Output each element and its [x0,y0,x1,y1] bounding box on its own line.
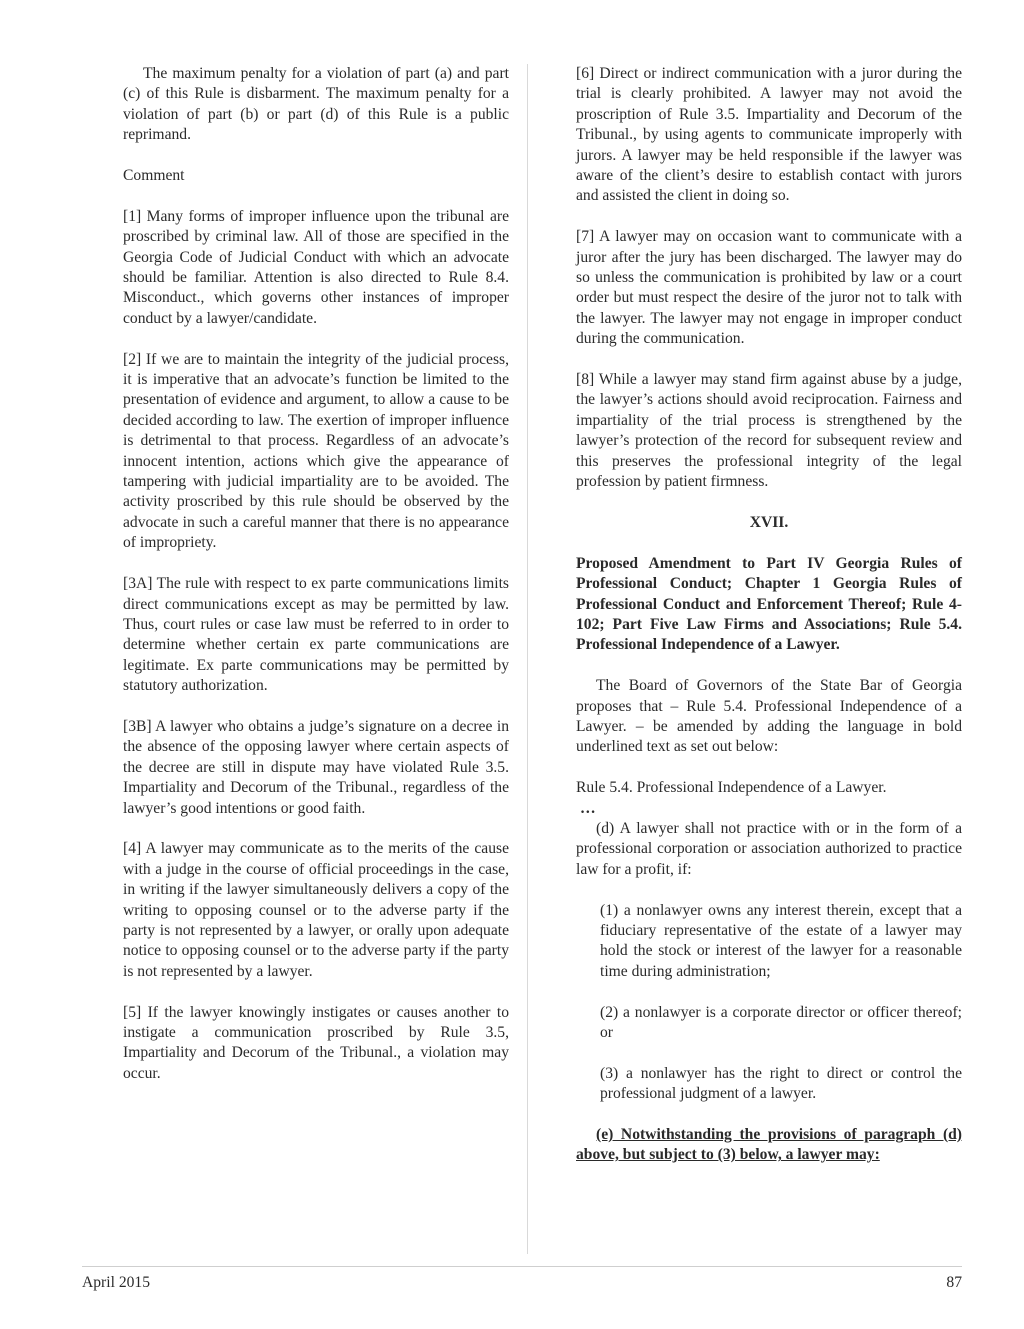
penalty-paragraph: The maximum penalty for a violation of part (a) and part (c) of this Rule is disbarment. The maximum penalty for a violation of part (b) or part (d) of this Rule is a public reprimand. [123,65,509,144]
comment-2: [2] If we are to maintain the integrity of the judicial process, it is imperative that an advocate’s function be limited to the presentation of evidence and argument, to allow a cause to be decided according to law. The exertion of improper influence is detrimental to that process. Regardless of an advocate’s innocent intention, actions which give the appearance of tampering with judicial impartiality are to be avoided. The activity proscribed by this rule should be observed by the advocate in such a careful manner that there is no appearance of impropriety. [123,350,509,552]
comment-5: [5] If the lawyer knowingly instigates or causes another to instigate a communication proscribed by Rule 3.5, Impartiality and Decorum of the Tribunal., a violation may occur. [123,1003,509,1082]
footer-date: April 2015 [82,1274,151,1291]
section-title: Proposed Amendment to Part IV Georgia Rules of Professional Conduct; Chapter 1 Georgia Rules of Professional Conduct and Enforcement Thereof; Rule 4-102; Part Five Law Firms and Associations; Rule 5.4. Professional Independence of a Lawyer. [576,554,962,654]
comment-7: [7] A lawyer may on occasion want to communicate with a juror after the jury has been discharged. The lawyer may do so unless the communication is prohibited by law or a court order but must respect the desire of the juror not to talk with the lawyer. The lawyer may not engage in improper conduct during the communication. [576,228,962,348]
rule-item-d2: (2) a nonlawyer is a corporate director or officer thereof; or [600,1003,962,1041]
comment-6: [6] Direct or indirect communication with a juror during the trial is clearly prohibited. A lawyer may not avoid the proscription of Rule 3.5. Impartiality and Decorum of the Tribunal., by using agents to communicate improperly with jurors. A lawyer may be held responsible if the lawyer was aware of the client’s desire to establish contact with jurors and assisted the client in doing so. [576,65,962,205]
comment-4: [4] A lawyer may communicate as to the merits of the cause with a judge in the course of official proceedings in the case, in writing if the lawyer simultaneously delivers a copy of the writing to opposing counsel or to the adverse party if the party is not represented by a lawyer, or orally upon adequate notice to opposing counsel or to the adverse party if the party is not represented by a lawyer. [123,840,509,980]
rule-title: Rule 5.4. Professional Independence of a Lawyer. [576,779,887,797]
comment-3a: [3A] The rule with respect to ex parte communications limits direct communications except as may be permitted by law. Thus, court rules or case law must be referred to in order to determine whether certain ex parte communications are legitimate. Ex parte communications may be permitted by statutory authorization. [123,575,509,695]
rule-paragraph-e: (e) Notwithstanding the provisions of paragraph (d) above, but subject to (3) below, a lawyer may: [576,1125,962,1164]
section-number: XVII. [749,513,789,531]
page-number: 87 [946,1274,962,1291]
comment-3b: [3B] A lawyer who obtains a judge’s signature on a decree in the absence of the opposing lawyer where certain aspects of the decree are still in dispute may have violated Rule 3.5. Impartiality and Decorum of the Tribunal., regardless of the lawyer’s good intentions or good faith. [123,717,509,817]
column-divider [527,64,528,1254]
rule-item-d3: (3) a nonlawyer has the right to direct or control the professional judgment of a lawyer. [600,1064,962,1103]
right-column [576,64,962,1186]
comment-heading: Comment [123,167,185,185]
comment-8: [8] While a lawyer may stand firm against abuse by a judge, the lawyer’s actions should avoid reciprocation. Fairness and impartiality of the trial process is strengthened by the lawyer’s protection of the record for subsequent review and this preserves the professional integrity of the legal profession by patient firmness. [576,371,962,491]
amendment-intro: The Board of Governors of the State Bar of Georgia proposes that – Rule 5.4. Professional Independence of a Lawyer. – be amended by adding the language in bold underlined text as set out below: [576,677,962,756]
ellipsis: … [580,799,596,817]
comment-1: [1] Many forms of improper influence upon the tribunal are proscribed by criminal law. All of those are specified in the Georgia Code of Judicial Conduct with which an advocate should be familiar. Attention is also directed to Rule 8.4. Misconduct., which governs other instances of improper conduct by a lawyer/candidate. [123,207,509,327]
footer-rule [82,1266,962,1267]
left-column [123,64,509,1105]
rule-item-d1: (1) a nonlawyer owns any interest therein, except that a fiduciary representative of the estate of a lawyer may hold the stock or interest of the lawyer for a reasonable time during administration; [600,901,962,980]
rule-paragraph-d: (d) A lawyer shall not practice with or in the form of a professional corporation or association authorized to practice law for a profit, if: [576,819,962,878]
